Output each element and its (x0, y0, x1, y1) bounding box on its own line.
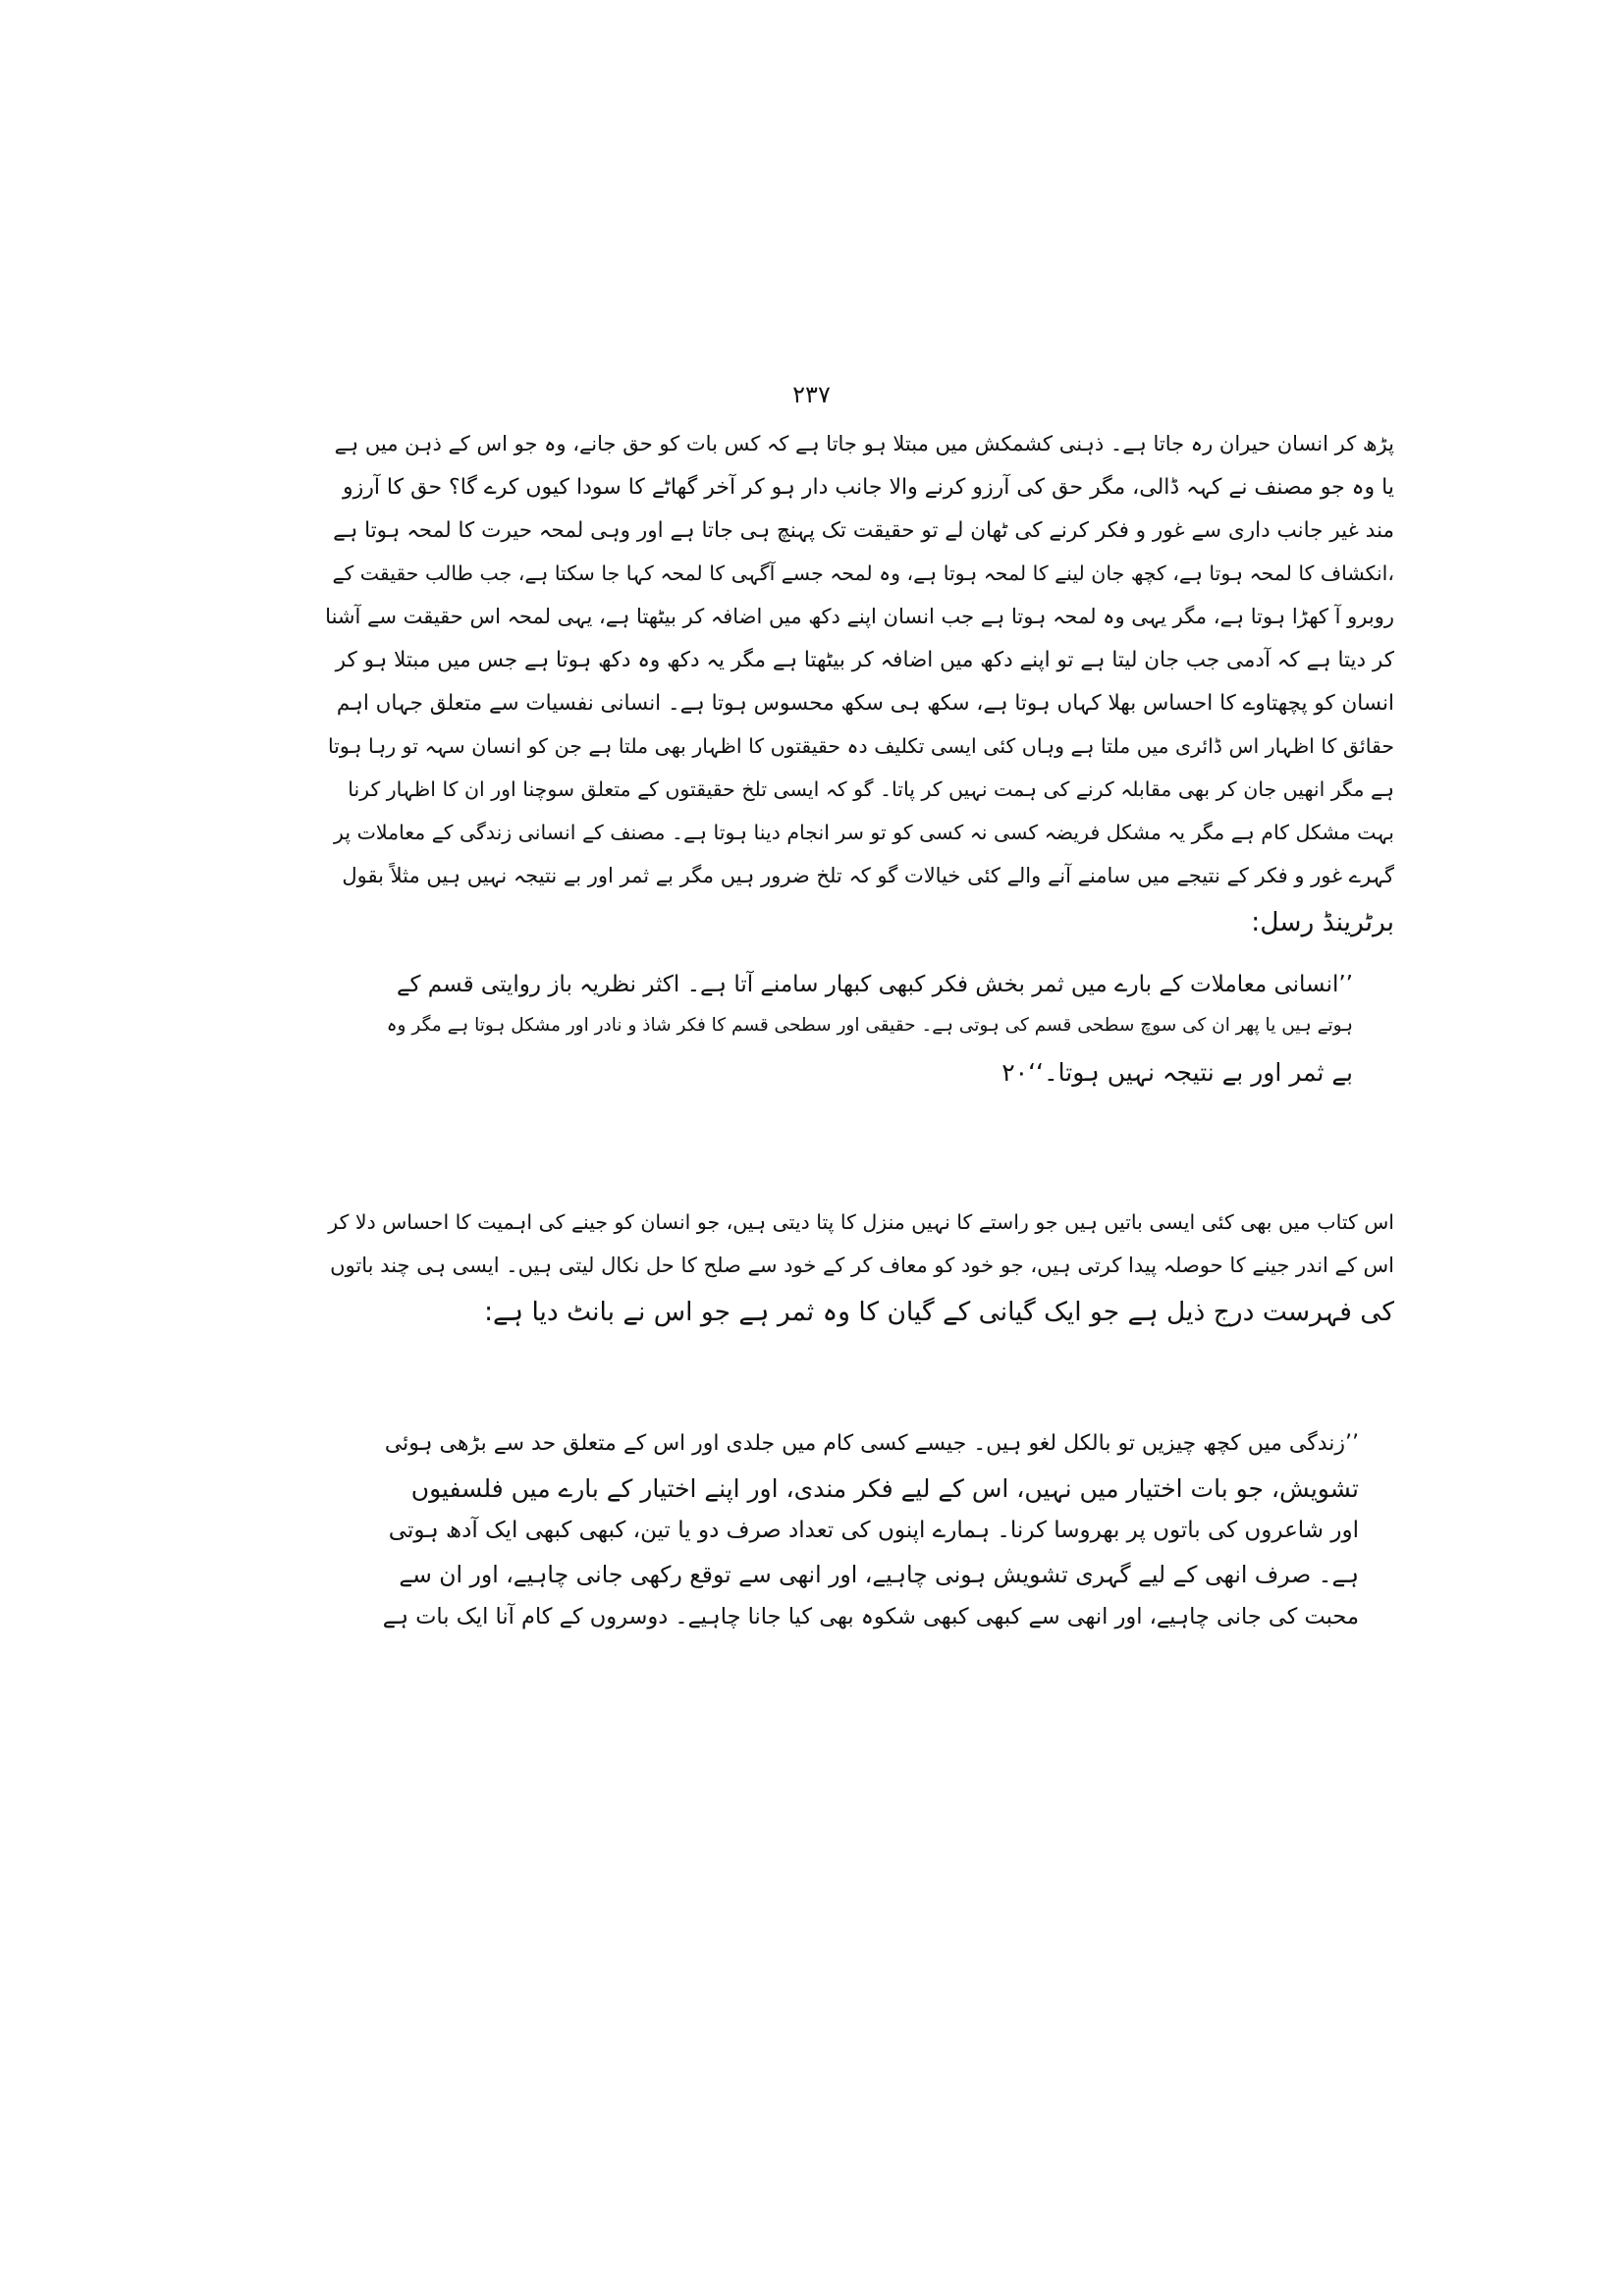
quote-line: ہوتے ہیں یا پھر ان کی سوچ سطحی قسم کی ہوتی ہے۔ حقیقی اور سطحی قسم کا فکر شاذ و نادر اور مشکل ہوتا ہے مگر وہ (386, 1015, 1353, 1036)
page-number: ۲۳۷ (792, 381, 831, 408)
paragraph-line: کر دیتا ہے کہ آدمی جب جان لیتا ہے تو اپنے دکھ میں اضافہ کر بیٹھتا ہے مگر یہ دکھ وہ دکھ ہوتا ہے جس میں مبتلا ہو کر (335, 648, 1394, 672)
paragraph-line: برٹرینڈ رسل: (1251, 907, 1394, 937)
quote-line: ’’زندگی میں کچھ چیزیں تو بالکل لغو ہیں۔ جیسے کسی کام میں جلدی اور اس کے متعلق حد سے بڑھی ہوئی (384, 1431, 1359, 1456)
paragraph-line: ،انکشاف کا لمحہ ہوتا ہے، کچھ جان لینے کا لمحہ ہوتا ہے، وہ لمحہ جسے آگہی کا لمحہ کہا جا سکتا ہے، جب طالب حقیقت کے (332, 561, 1394, 585)
paragraph-line: انسان کو پچھتاوے کا احساس بھلا کہاں ہوتا ہے، سکھ ہی سکھ محسوس ہوتا ہے۔ انسانی نفسیات سے متعلق جہاں اہم (336, 691, 1394, 716)
paragraph-line: حقائق کا اظہار اس ڈائری میں ملتا ہے وہاں کئی ایسی تکلیف دہ حقیقتوں کا اظہار بھی ملتا ہے جن کو انسان سہہ تو رہا ہوتا (327, 734, 1394, 758)
paragraph-line: کی فہرست درج ذیل ہے جو ایک گیانی کے گیان کا وہ ثمر ہے جو اس نے بانٹ دیا ہے: (484, 1297, 1394, 1327)
quote-line: محبت کی جانی چاہیے، اور انھی سے کبھی کبھی شکوہ بھی کیا جانا چاہیے۔ دوسروں کے کام آنا ایک بات ہے (382, 1604, 1359, 1629)
paragraph-line: اس کتاب میں بھی کئی ایسی باتیں ہیں جو راستے کا نہیں منزل کا پتا دیتی ہیں، جو انسان کو جینے کی اہمیت کا احساس دلا کر (328, 1210, 1394, 1234)
paragraph-line: روبرو آ کھڑا ہوتا ہے، مگر یہی وہ لمحہ ہوتا ہے جب انسان اپنے دکھ میں اضافہ کر بیٹھتا ہے، یہی لمحہ اس حقیقت سے آشنا (325, 605, 1394, 628)
paragraph-line: گہرے غور و فکر کے نتیجے میں سامنے آنے والے کئی خیالات گو کہ تلخ ضرور ہیں مگر بے ثمر اور بے نتیجہ نہیں ہیں مثلاً بقول (342, 864, 1394, 887)
paragraph-line: پڑھ کر انسان حیران رہ جاتا ہے۔ ذہنی کشمکش میں مبتلا ہو جاتا ہے کہ کس بات کو حق جانے، وہ جو اس کے ذہن میں ہے (334, 432, 1394, 455)
paragraph-line: مند غیر جانب داری سے غور و فکر کرنے کی ٹھان لے تو حقیقت تک پہنچ ہی جاتا ہے اور وہی لمحہ حیرت کا لمحہ ہوتا ہے (333, 518, 1394, 543)
quote-line: ہے۔ صرف انھی کے لیے گہری تشویش ہونی چاہیے، اور انھی سے توقع رکھی جانی چاہیے، اور ان سے (399, 1561, 1359, 1588)
paragraph-line: بہت مشکل کام ہے مگر یہ مشکل فریضہ کسی نہ کسی کو تو سر انجام دینا ہوتا ہے۔ مصنف کے انسانی زندگی کے معاملات پر (334, 821, 1394, 844)
quote-line: تشویش، جو بات اختیار میں نہیں، اس کے لیے فکر مندی، اور اپنے اختیار کے بارے میں فلسفیوں (410, 1474, 1359, 1503)
paragraph-line: یا وہ جو مصنف نے کہہ ڈالی، مگر حق کی آرزو کرنے والا جانب دار ہو کر آخر گھاٹے کا سودا کیوں کرے گا؟ حق کا آرزو (342, 475, 1394, 500)
quote-line: ’’انسانی معاملات کے بارے میں ثمر بخش فکر کبھی کبھار سامنے آتا ہے۔ اکثر نظریہ باز روایتی قسم کے (397, 972, 1353, 997)
quote-line: اور شاعروں کی باتوں پر بھروسا کرنا۔ ہمارے اپنوں کی تعداد صرف دو یا تین، کبھی کبھی ایک آدھ ہوتی (388, 1518, 1359, 1543)
paragraph-line: اس کے اندر جینے کا حوصلہ پیدا کرتی ہیں، جو خود کو معاف کر کے خود سے صلح کا حل نکال لیتی ہیں۔ ایسی ہی چند باتوں (330, 1254, 1394, 1277)
paragraph-line: ہے مگر انھیں جان کر بھی مقابلہ کرنے کی ہمت نہیں کر پاتا۔ گو کہ ایسی تلخ حقیقتوں کے متعلق سوچنا اور ان کا اظہار کرنا (348, 777, 1394, 801)
quote-line: بے ثمر اور بے نتیجہ نہیں ہوتا۔‘‘۲۰ (1001, 1058, 1353, 1087)
